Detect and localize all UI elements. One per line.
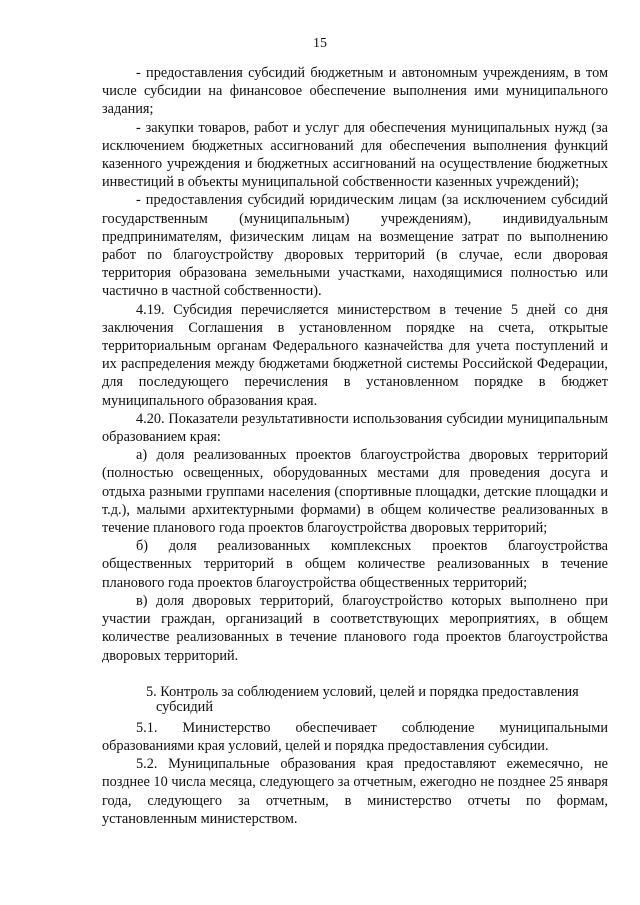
- paragraph-5-2: 5.2. Муниципальные образования края предоставляют ежемесячно, не позднее 10 числа месяца, следующего за отчетным, ежегодно не позднее 25 января года, следующего за отчетным, в министерство отчеты по формам, установленным министерством.: [102, 756, 608, 827]
- paragraph-procurement: - закупки товаров, работ и услуг для обеспечения муниципальных нужд (за исключением бюджетных ассигнований для обеспечения выполнения функций казенного учреждения и бюджетных ассигнований на осуществление бюджетных инвестиций в объекты муниципальной собственности казенных учреждений);: [102, 119, 608, 191]
- paragraph-4-20-a: а) доля реализованных проектов благоустройства дворовых территорий (полностью освещенных, оборудованных местами для проведения досуга и отдыха разными группами населения (спортивные площадки, детские площадки и т.д.), малыми архитектурными формами) в общем количестве реализованных в течение планового года проектов благоустройства дворовых территорий;: [102, 447, 608, 537]
- paragraph-subsidies-legal-entities: - предоставления субсидий юридическим лицам (за исключением субсидий государственным (муниципальным) учреждениям), индивидуальным предпринимателям, физическим лицам на возмещение затрат по выполнению работ по благоустройству дворовых территорий (в случае, если дворовая территория образована земельными участками, находящимися полностью или частично в частной собственности).: [102, 192, 608, 300]
- paragraph-subsidies-budget-institutions: - предоставления субсидий бюджетным и автономным учреждениям, в том числе субсидии на финансовое обеспечение выполнения ими муниципального задания;: [102, 65, 608, 118]
- section-5-heading: [102, 685, 608, 715]
- page-number: 15: [313, 36, 327, 51]
- paragraph-5-1: 5.1. Министерство обеспечивает соблюдение муниципальными образованиями края условий, целей и порядка предоставления субсидии.: [102, 719, 608, 754]
- paragraph-4-20-b: б) доля реализованных комплексных проектов благоустройства общественных территорий в общем количестве реализованных в течение планового года проектов благоустройства общественных территорий;: [102, 538, 608, 591]
- section-heading-line-2: субсидий: [156, 698, 213, 715]
- document-body: [102, 64, 608, 828]
- section-heading-line-1: 5. Контроль за соблюдением условий, целей и порядка предоставления: [146, 683, 579, 700]
- paragraph-4-20-v: в) доля дворовых территорий, благоустройство которых выполнено при участии граждан, организаций в соответствующих мероприятиях, в общем количестве реализованных в течение планового года проектов благоустройства дворовых территорий.: [102, 592, 608, 664]
- paragraph-4-20: 4.20. Показатели результативности использования субсидии муниципальным образованием края:: [102, 410, 608, 446]
- paragraph-4-19: 4.19. Субсидия перечисляется министерством в течение 5 дней со дня заключения Соглашения в установленном порядке на счета, открытые территориальным органам Федерального казначейства для учета поступлений и их распределения между бюджетами бюджетной системы Российской Федерации, для последующего перечисления в установленном порядке в бюджет муниципального образования края.: [102, 301, 608, 409]
